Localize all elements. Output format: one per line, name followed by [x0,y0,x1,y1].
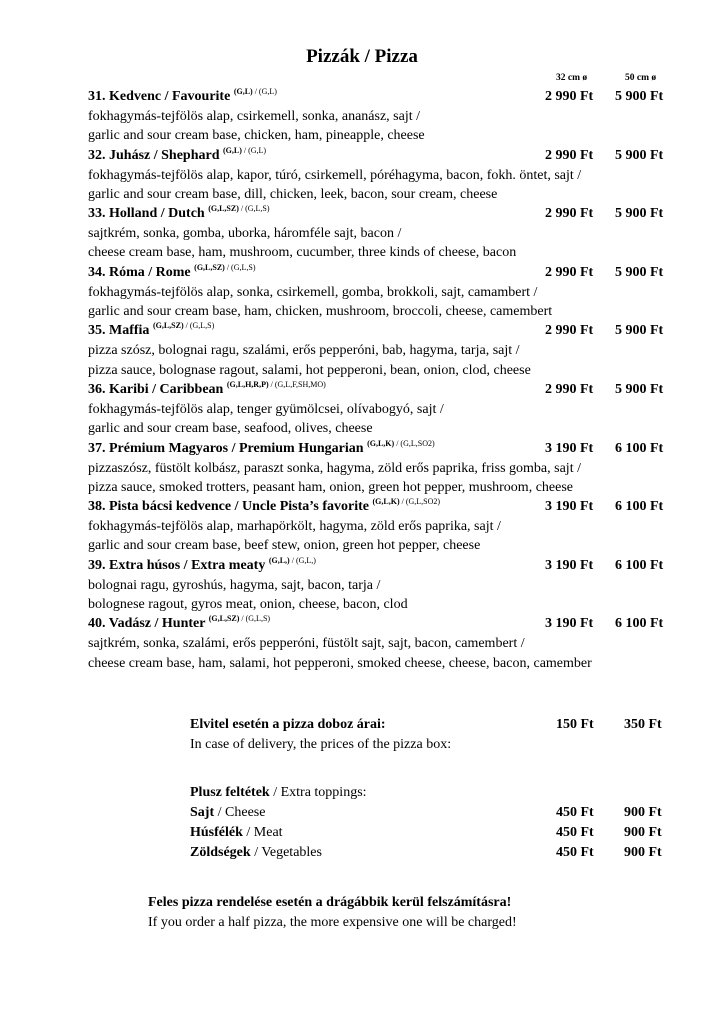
pizza-description-hu: sajtkrém, sonka, gomba, uborka, háromféle sajt, bacon / [88,226,402,242]
pizza-allergens: (G,L,H,R,P) [226,379,269,389]
pizza-number: 37. [88,440,106,456]
topping-name-hu: Zöldségek [190,845,251,860]
pizza-box-price-large: 350 Ft [624,717,662,732]
pizza-item [88,380,708,439]
pizza-number: 31. [88,89,106,104]
pizza-description-hu: pizza szósz, bolognai ragu, szalámi, erős pepperóni, bab, hagyma, tarja, sajt / [88,343,520,359]
pizza-allergens-en: / (G,L,S) [224,262,256,272]
pizza-description-hu: pizzaszósz, füstölt kolbász, paraszt sonka, hagyma, zöld erős paprika, friss gomba, sajt / [88,460,581,476]
topping-row [190,803,670,823]
pizza-description-hu: fokhagymás-tejfölös alap, kapor, túró, csirkemell, póréhagyma, bacon, fokh. öntet, sajt / [88,167,582,183]
price-large: 6 100 Ft [615,440,664,456]
price-small: 3 190 Ft [545,499,594,515]
price-small: 3 190 Ft [545,557,594,573]
page-title: Pizzák / Pizza [306,46,418,67]
price-small: 2 990 Ft [545,264,594,280]
price-small: 3 190 Ft [545,440,594,456]
topping-price-large: 900 Ft [624,845,662,860]
size-header-small: 32 cm ø [556,73,588,83]
price-large: 6 100 Ft [615,499,664,515]
pizza-name: Kedvenc / Favourite [109,89,231,104]
pizza-name-row [88,614,708,634]
pizza-description-en: garlic and sour cream base, chicken, ham, pineapple, cheese [88,128,425,144]
half-pizza-note [148,893,517,933]
pizza-name-row [88,146,708,166]
pizza-allergens-en: / (G,L,S) [183,321,215,331]
pizza-allergens-en: / (G,L,SO2) [399,497,441,507]
pizza-allergens-en: / (G,L,F,SH,MO) [268,379,326,389]
price-large: 5 900 Ft [615,89,664,104]
pizza-name: Prémium Magyaros / Premium Hungarian [109,440,364,456]
pizza-item [88,556,708,615]
size-header-large: 50 cm ø [625,73,657,83]
pizza-item [88,614,708,673]
pizza-name: Holland / Dutch [109,206,205,222]
price-large: 5 900 Ft [615,147,664,163]
pizza-number: 33. [88,206,106,222]
price-large: 5 900 Ft [615,264,664,280]
pizza-allergens: (G,L,) [268,555,290,565]
pizza-name-row [88,87,708,107]
pizza-name-row [88,321,708,341]
toppings-header-hu: Plusz feltétek [190,785,270,800]
pizza-allergens: (G,L,K) [372,497,400,507]
pizza-number: 35. [88,323,106,339]
pizza-allergens: (G,L,SZ) [208,614,240,624]
pizza-description-hu: fokhagymás-tejfölös alap, tenger gyümölcsei, olívabogyó, sajt / [88,401,444,417]
pizza-item [88,146,708,205]
pizza-allergens-en: / (G,L,S) [238,204,270,214]
topping-name-hu: Sajt [190,805,215,820]
price-large: 6 100 Ft [615,616,664,632]
price-large: 5 900 Ft [615,323,664,339]
pizza-item [88,439,708,498]
pizza-name-row [88,439,708,459]
price-small: 2 990 Ft [545,147,594,163]
pizza-description-hu: sajtkrém, sonka, szalámi, erős pepperóni, füstölt sajt, sajt, bacon, camembert / [88,636,525,652]
pizza-description-hu: fokhagymás-tejfölös alap, marhapörkölt, hagyma, zöld erős paprika, sajt / [88,519,501,535]
pizza-box-label-hu: Elvitel esetén a pizza doboz árai: [190,717,386,732]
topping-row [190,823,670,843]
pizza-name: Karibi / Caribbean [109,381,224,397]
pizza-item [88,204,708,263]
pizza-item [88,87,708,146]
pizza-name-row [88,204,708,224]
pizza-allergens-en: / (G,L,SO2) [394,438,435,448]
price-large: 5 900 Ft [615,381,664,397]
pizza-allergens-en: / (G,L) [241,145,267,155]
pizza-description-en: cheese cream base, ham, salami, hot pepperoni, smoked cheese, cheese, bacon, camember [88,655,592,671]
topping-price-small: 450 Ft [556,845,594,860]
pizza-name: Maffia [109,323,150,339]
half-pizza-note-en: If you order a half pizza, the more expensive one will be charged! [148,915,517,930]
pizza-name-row [88,380,708,400]
pizza-description-en: cheese cream base, ham, mushroom, cucumber, three kinds of cheese, bacon [88,245,517,261]
pizza-description-en: bolognese ragout, gyros meat, onion, cheese, bacon, clod [88,597,408,613]
topping-name-en: / Cheese [214,805,266,820]
pizza-name: Vadász / Hunter [108,616,206,632]
topping-price-large: 900 Ft [624,805,662,820]
topping-price-small: 450 Ft [556,825,594,840]
topping-row [190,843,670,863]
pizza-allergens: (G,L) [233,87,253,96]
price-small: 3 190 Ft [545,616,594,632]
price-small: 2 990 Ft [545,381,594,397]
pizza-description-hu: fokhagymás-tejfölös alap, sonka, csirkemell, gomba, brokkoli, sajt, camambert / [88,284,538,300]
pizza-name: Pista bácsi kedvence / Uncle Pista’s favorite [109,499,369,515]
pizza-name-row [88,497,708,517]
pizza-item [88,263,708,322]
pizza-description-en: garlic and sour cream base, dill, chicken, leek, bacon, sour cream, cheese [88,186,498,202]
pizza-allergens-en: / (G,L) [252,87,277,96]
price-large: 6 100 Ft [615,557,664,573]
pizza-description-hu: bolognai ragu, gyroshús, hagyma, sajt, bacon, tarja / [88,577,381,593]
pizza-allergens: (G,L,SZ) [194,262,225,272]
price-small: 2 990 Ft [545,89,594,104]
toppings-header-en: / Extra toppings: [269,785,367,800]
topping-name-en: / Meat [242,825,283,840]
pizza-allergens-en: / (G,L,S) [239,614,271,624]
topping-name-en: / Vegetables [250,845,322,860]
pizza-name-row [88,556,708,576]
pizza-number: 32. [88,147,106,163]
pizza-allergens: (G,L,SZ) [208,204,239,214]
pizza-box-price-small: 150 Ft [556,717,594,732]
pizza-allergens: (G,L) [222,145,242,155]
pizza-description-en: garlic and sour cream base, beef stew, onion, green hot pepper, cheese [88,538,481,554]
pizza-number: 36. [88,381,106,397]
pizza-number: 34. [88,264,106,280]
pizza-list [88,87,708,673]
pizza-number: 38. [88,499,106,515]
toppings-section [190,783,670,863]
price-small: 2 990 Ft [545,206,594,222]
pizza-item [88,497,708,556]
topping-name-hu: Húsfélék [190,825,243,840]
price-small: 2 990 Ft [545,323,594,339]
pizza-description-en: garlic and sour cream base, seafood, olives, cheese [88,421,373,437]
pizza-name-row [88,263,708,283]
pizza-number: 39. [88,557,106,573]
pizza-number: 40. [88,616,106,632]
pizza-name: Róma / Rome [109,264,191,280]
pizza-description-en: garlic and sour cream base, ham, chicken, mushroom, broccoli, cheese, camembert [88,304,553,320]
pizza-box-section [190,715,670,755]
pizza-description-en: pizza sauce, bolognase ragout, salami, hot pepperoni, bean, onion, clod, cheese [88,362,531,378]
price-large: 5 900 Ft [615,206,664,222]
pizza-allergens: (G,L,K) [367,438,395,448]
topping-price-large: 900 Ft [624,825,662,840]
half-pizza-note-hu: Feles pizza rendelése esetén a drágábbik kerül felszámításra! [148,895,512,910]
pizza-description-hu: fokhagymás-tejfölös alap, csirkemell, sonka, ananász, sajt / [88,109,421,124]
pizza-name: Extra húsos / Extra meaty [109,557,266,573]
pizza-allergens: (G,L,SZ) [152,321,184,331]
pizza-box-label-en: In case of delivery, the prices of the pizza box: [190,737,452,752]
pizza-allergens-en: / (G,L,) [289,555,316,565]
pizza-description-en: pizza sauce, smoked trotters, peasant ham, onion, green hot pepper, mushroom, cheese [88,479,574,495]
pizza-name: Juhász / Shephard [109,147,220,163]
pizza-item [88,321,708,380]
topping-price-small: 450 Ft [556,805,594,820]
